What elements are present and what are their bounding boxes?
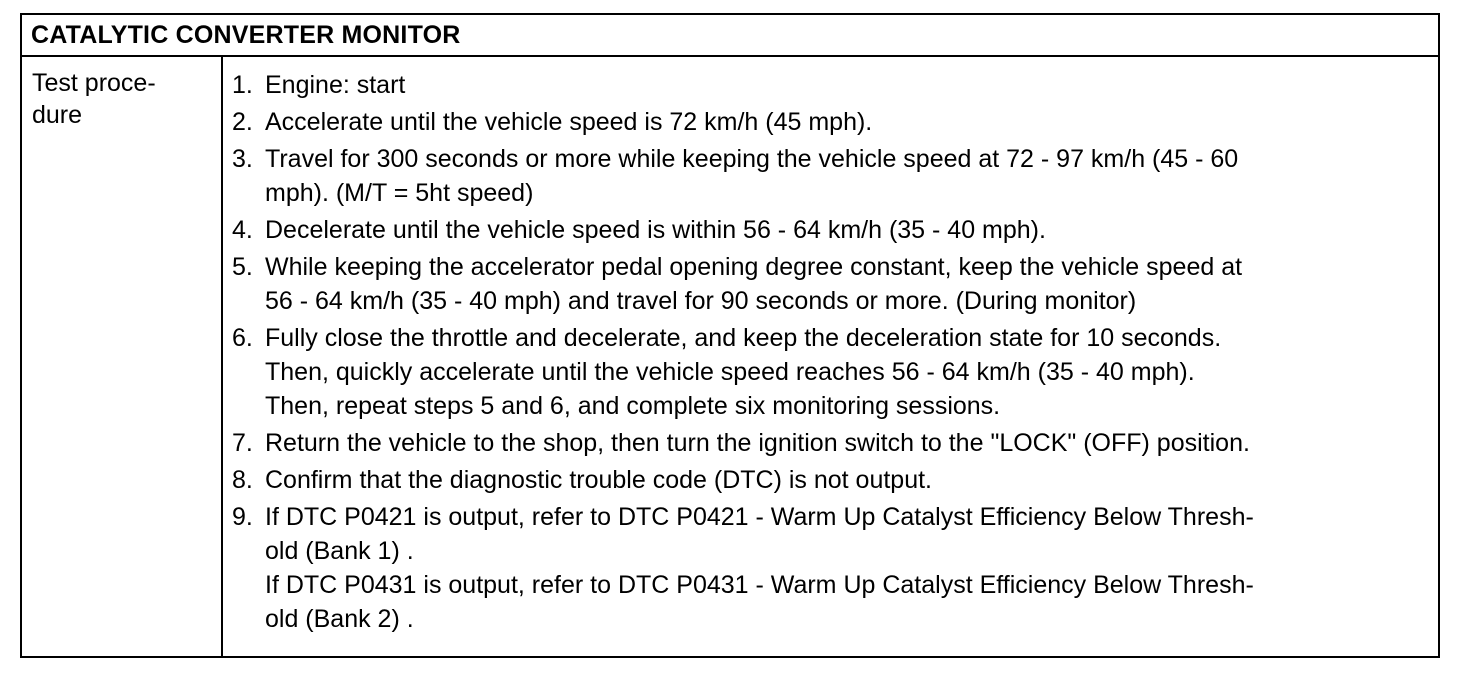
step-line: Confirm that the diagnostic trouble code (DTC) is not output.	[265, 466, 932, 494]
step-line: Fully close the throttle and decelerate, and keep the deceleration state for 10 seconds.	[265, 324, 1222, 352]
step-line: While keeping the accelerator pedal opening degree constant, keep the vehicle speed at	[265, 253, 1243, 281]
row-label	[32, 67, 212, 131]
procedure-table	[20, 13, 1440, 658]
step-number: 7.	[232, 429, 253, 457]
step-number: 8.	[232, 466, 253, 494]
step-line: Then, repeat steps 5 and 6, and complete six monitoring sessions.	[265, 392, 1001, 420]
row-label-cell	[22, 57, 223, 656]
step-number: 2.	[232, 108, 253, 136]
step-line: 56 - 64 km/h (35 - 40 mph) and travel for 90 seconds or more. (During monitor)	[265, 287, 1137, 315]
step-text	[265, 500, 1432, 636]
step-2	[232, 105, 1432, 139]
step-line: Return the vehicle to the shop, then turn the ignition switch to the "LOCK" (OFF) position.	[265, 429, 1250, 457]
step-line: If DTC P0421 is output, refer to DTC P0421 - Warm Up Catalyst Efficiency Below Thresh-	[265, 503, 1254, 531]
step-line: Then, quickly accelerate until the vehicle speed reaches 56 - 64 km/h (35 - 40 mph).	[265, 358, 1195, 386]
step-number: 3.	[232, 145, 253, 173]
step-line: Accelerate until the vehicle speed is 72 km/h (45 mph).	[265, 108, 873, 136]
row-label-line: Test proce-	[32, 69, 156, 97]
step-line: Decelerate until the vehicle speed is within 56 - 64 km/h (35 - 40 mph).	[265, 216, 1046, 244]
step-text	[265, 213, 1432, 247]
step-line: old (Bank 1) .	[265, 537, 414, 565]
step-3	[232, 142, 1432, 210]
step-1	[232, 68, 1432, 102]
step-text	[265, 68, 1432, 102]
step-text	[265, 142, 1432, 210]
step-line: mph). (M/T = 5ht speed)	[265, 179, 534, 207]
step-number: 5.	[232, 253, 253, 281]
table-header	[22, 15, 1438, 57]
step-5	[232, 250, 1432, 318]
step-4	[232, 213, 1432, 247]
step-line: old (Bank 2) .	[265, 605, 414, 633]
procedure-steps	[232, 68, 1432, 639]
step-7	[232, 426, 1432, 460]
step-text	[265, 250, 1432, 318]
step-line: Engine: start	[265, 71, 406, 99]
step-8	[232, 463, 1432, 497]
step-number: 1.	[232, 71, 253, 99]
step-number: 4.	[232, 216, 253, 244]
step-line: Travel for 300 seconds or more while keeping the vehicle speed at 72 - 97 km/h (45 - 60	[265, 145, 1239, 173]
step-number: 6.	[232, 324, 253, 352]
row-label-line: dure	[32, 101, 83, 129]
step-line: If DTC P0431 is output, refer to DTC P0431 - Warm Up Catalyst Efficiency Below Thresh-	[265, 571, 1254, 599]
step-text	[265, 105, 1432, 139]
table-title: CATALYTIC CONVERTER MONITOR	[31, 21, 461, 49]
step-6	[232, 321, 1432, 423]
step-9	[232, 500, 1432, 636]
step-text	[265, 321, 1432, 423]
step-text	[265, 426, 1432, 460]
step-text	[265, 463, 1432, 497]
step-number: 9.	[232, 503, 253, 531]
